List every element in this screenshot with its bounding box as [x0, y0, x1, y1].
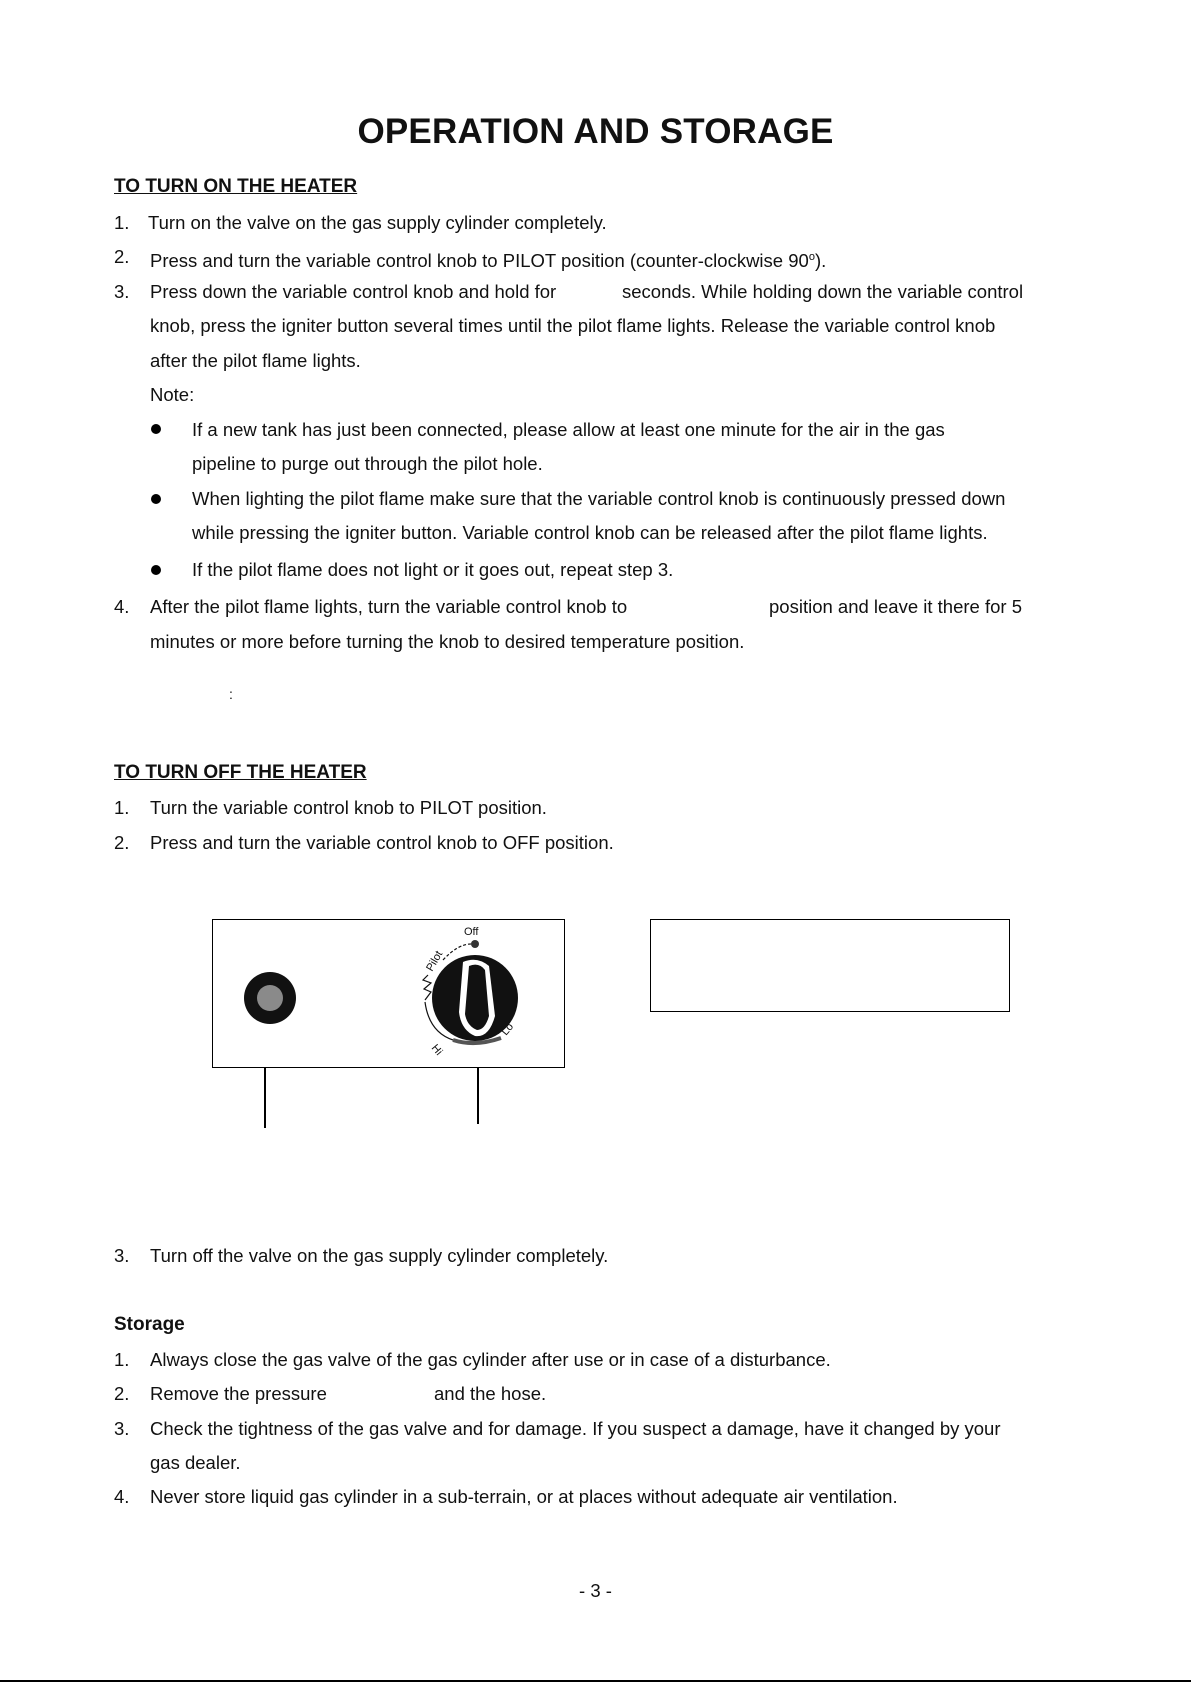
turn-off-step-1-number: 1.: [114, 797, 130, 818]
bottom-rule: [0, 1680, 1191, 1682]
callout-box: [650, 919, 1010, 1012]
turn-on-step-3-line-1a: Press down the variable control knob and hold for: [150, 281, 557, 302]
storage-step-4-number: 4.: [114, 1486, 130, 1507]
control-panel-diagram: [212, 919, 565, 1068]
storage-step-3-number: 3.: [114, 1418, 130, 1439]
turn-on-step-3-line-3: after the pilot flame lights.: [150, 350, 361, 371]
storage-step-3-line-1: Check the tightness of the gas valve and for damage. If you suspect a damage, have it changed by your: [150, 1418, 1001, 1439]
note-bullet-1: [151, 424, 161, 434]
storage-step-4-text: Never store liquid gas cylinder in a sub-terrain, or at places without adequate air ventilation.: [150, 1486, 898, 1507]
turn-on-step-1-number: 1.: [114, 212, 130, 233]
turn-on-step-3-number: 3.: [114, 281, 130, 302]
storage-step-2-number: 2.: [114, 1383, 130, 1404]
knob-label-hi: Hi: [428, 1042, 445, 1058]
igniter-button-icon: [244, 972, 296, 1024]
note-bullet-2: [151, 494, 161, 504]
turn-on-step-3-line-2: knob, press the igniter button several times until the pilot flame lights. Release the variable control knob: [150, 315, 996, 336]
storage-step-1-text: Always close the gas valve of the gas cylinder after use or in case of a disturbance.: [150, 1349, 831, 1370]
note-bullet-3: [151, 565, 161, 575]
flame-zigzag-icon: [423, 975, 431, 1000]
storage-step-1-number: 1.: [114, 1349, 130, 1370]
storage-step-2-text-b: and the hose.: [434, 1383, 547, 1404]
storage-step-3-line-2: gas dealer.: [150, 1452, 241, 1473]
turn-on-step-4-line-2: minutes or more before turning the knob to desired temperature position.: [150, 631, 745, 652]
control-panel-svg: [213, 920, 563, 1066]
turn-on-step-2-text-end: ).: [814, 250, 827, 272]
turn-on-step-3-line-1b: seconds. While holding down the variable control: [622, 281, 1024, 302]
note-3-line-1: If the pilot flame does not light or it goes out, repeat step 3.: [192, 559, 674, 580]
igniter-leader-line: [264, 1068, 266, 1128]
knob-label-lo: Lo: [499, 1020, 517, 1038]
turn-off-step-1-text: Turn the variable control knob to PILOT position.: [150, 797, 547, 818]
turn-on-step-4-number: 4.: [114, 596, 130, 617]
knob-leader-line: [477, 1068, 479, 1124]
note-1-line-1: If a new tank has just been connected, please allow at least one minute for the air in the gas: [192, 419, 945, 440]
turn-off-step-3-number: 3.: [114, 1245, 130, 1266]
note-label: Note:: [150, 384, 195, 405]
turn-on-step-2-text-main: Press and turn the variable control knob to PILOT position (counter-clockwise 90: [150, 250, 809, 272]
turn-off-step-2-number: 2.: [114, 832, 130, 853]
page-number: - 3 -: [579, 1580, 612, 1601]
turn-off-step-3-text: Turn off the valve on the gas supply cylinder completely.: [150, 1245, 609, 1266]
turn-on-step-2-number: 2.: [114, 246, 130, 267]
turn-on-step-1-text: Turn on the valve on the gas supply cylinder completely.: [148, 212, 607, 233]
knob-label-pilot: Pilot: [424, 948, 446, 974]
note-1-line-2: pipeline to purge out through the pilot hole.: [192, 453, 543, 474]
turn-off-heading: TO TURN OFF THE HEATER: [114, 762, 367, 783]
degree-mark: o: [808, 251, 815, 263]
off-indicator-dot: [471, 940, 479, 948]
storage-step-2-text-a: Remove the pressure: [150, 1383, 327, 1404]
note-2-line-1: When lighting the pilot flame make sure that the variable control knob is continuously pressed down: [192, 488, 1006, 509]
stray-colon: :: [229, 686, 233, 702]
page-title: OPERATION AND STORAGE: [357, 112, 834, 151]
turn-on-step-4-line-1b: position and leave it there for 5: [769, 596, 1022, 617]
turn-on-step-4-line-1a: After the pilot flame lights, turn the variable control knob to: [150, 596, 628, 617]
turn-on-heading: TO TURN ON THE HEATER: [114, 176, 358, 197]
note-2-line-2: while pressing the igniter button. Variable control knob can be released after the pilot flame lights.: [192, 522, 988, 543]
turn-on-step-2-text: [150, 246, 826, 272]
storage-heading: Storage: [114, 1314, 185, 1335]
turn-off-step-2-text: Press and turn the variable control knob to OFF position.: [150, 832, 614, 853]
knob-label-off: Off: [464, 926, 479, 938]
